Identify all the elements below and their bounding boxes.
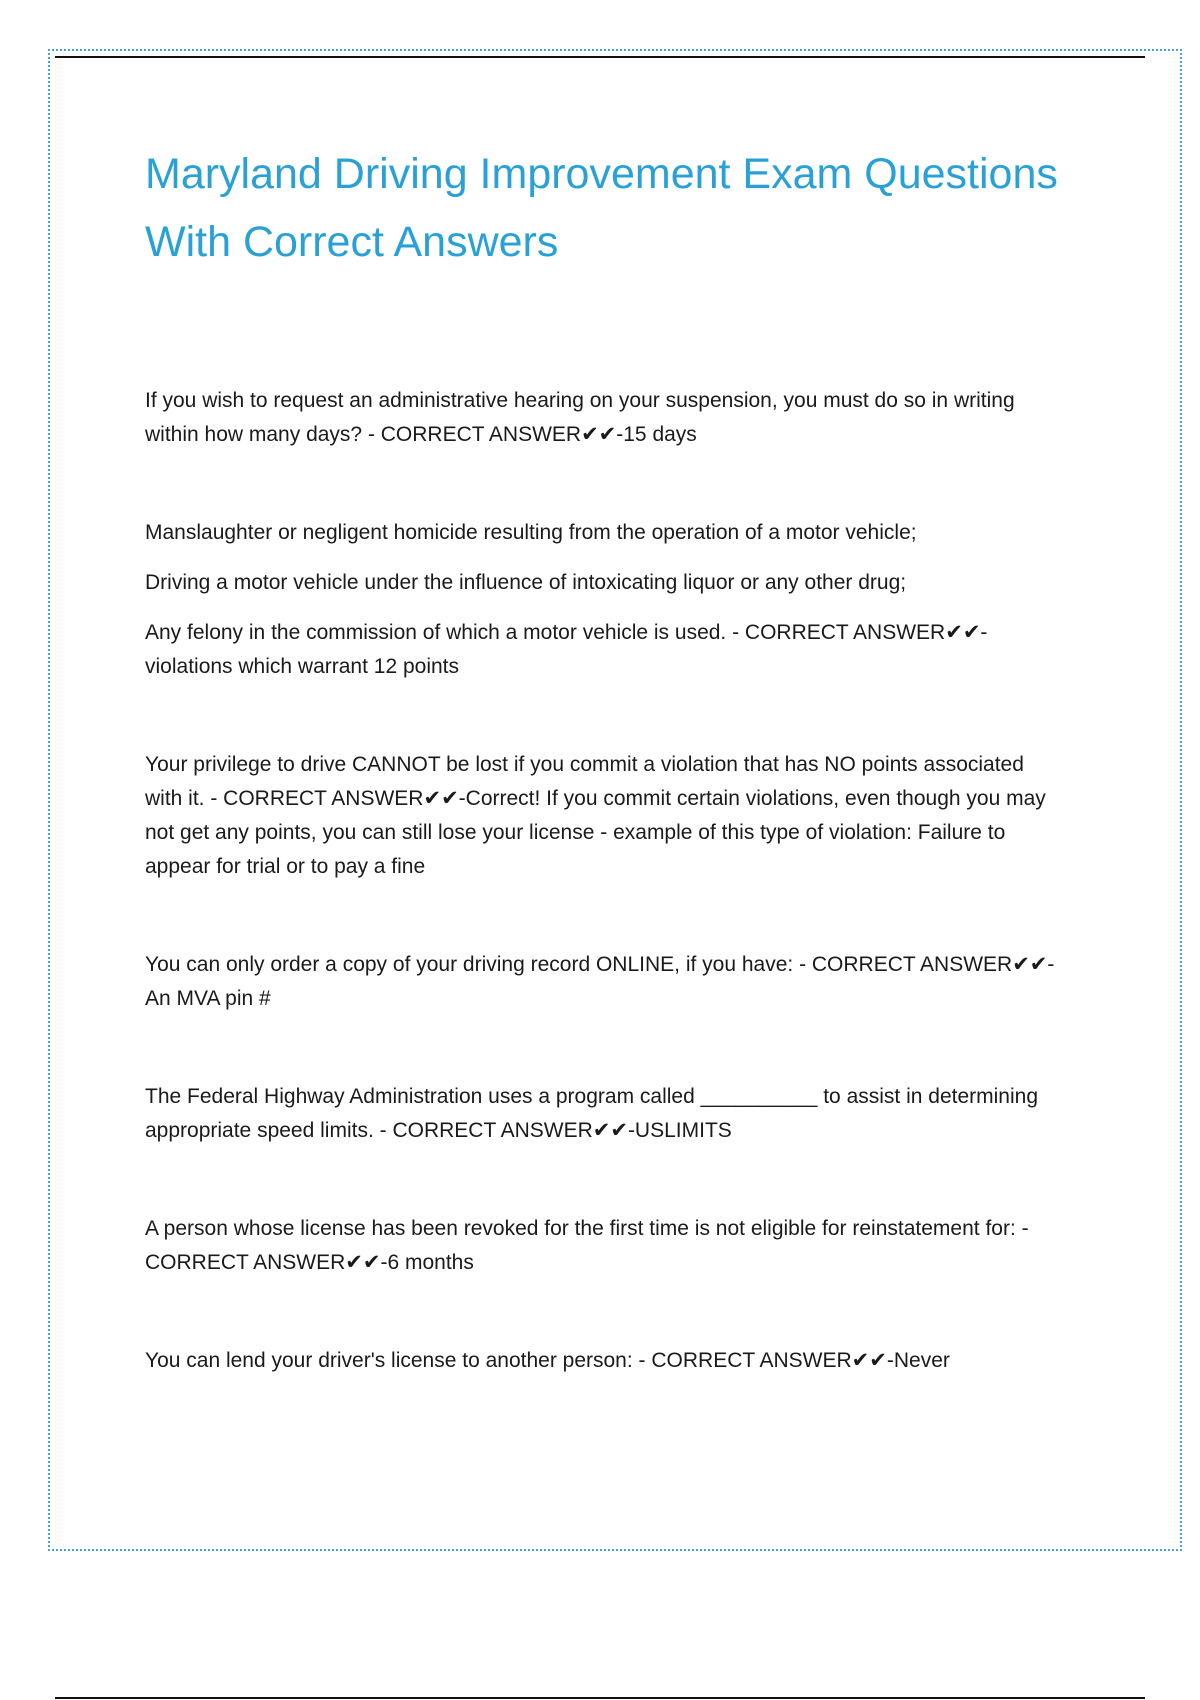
qa-paragraph: You can lend your driver's license to another person: - CORRECT ANSWER✔✔-Never [145,1349,950,1372]
qa-item-lend-license [145,1344,1065,1378]
qa-paragraph: You can only order a copy of your driving record ONLINE, if you have: - CORRECT ANSWER✔✔-An MVA pin # [145,953,1055,1010]
qa-paragraph: A person whose license has been revoked for the first time is not eligible for reinstatement for: - CORRECT ANSWER✔✔-6 months [145,1217,1029,1274]
qa-paragraph: Any felony in the commission of which a motor vehicle is used. - CORRECT ANSWER✔✔- violations which warrant 12 points [145,621,988,678]
qa-item-no-points-violation [145,748,1065,884]
qa-item-12-point-violations [145,516,1065,684]
qa-item-speed-limits [145,1080,1065,1148]
qa-paragraph: Manslaughter or negligent homicide resulting from the operation of a motor vehicle; [145,521,917,544]
qa-paragraph: Driving a motor vehicle under the influence of intoxicating liquor or any other drug; [145,571,907,594]
qa-item-revocation [145,1212,1065,1280]
qa-item-driving-record [145,948,1065,1016]
qa-paragraph: Your privilege to drive CANNOT be lost if you commit a violation that has NO points associated with it. - CORRECT ANSWER✔✔-Correct! If you commit certain violations, even though you may not get any points, you can still lose your license - example of this type of violation: Failure to appear for trial or to pay a fine [145,753,1046,878]
qa-paragraph: If you wish to request an administrative hearing on your suspension, you must do so in writing within how many days? - CORRECT ANSWER✔✔-15 days [145,389,1015,446]
header-rule [55,56,1145,58]
qa-paragraph: The Federal Highway Administration uses a program called __________ to assist in determining appropriate speed limits. - CORRECT ANSWER✔✔-USLIMITS [145,1085,1038,1142]
qa-list [145,384,1065,1378]
footer-rule [55,1697,1145,1699]
document-body [145,140,1065,1442]
document-title: Maryland Driving Improvement Exam Questions With Correct Answers [145,150,1058,266]
qa-item-hearing-request [145,384,1065,452]
